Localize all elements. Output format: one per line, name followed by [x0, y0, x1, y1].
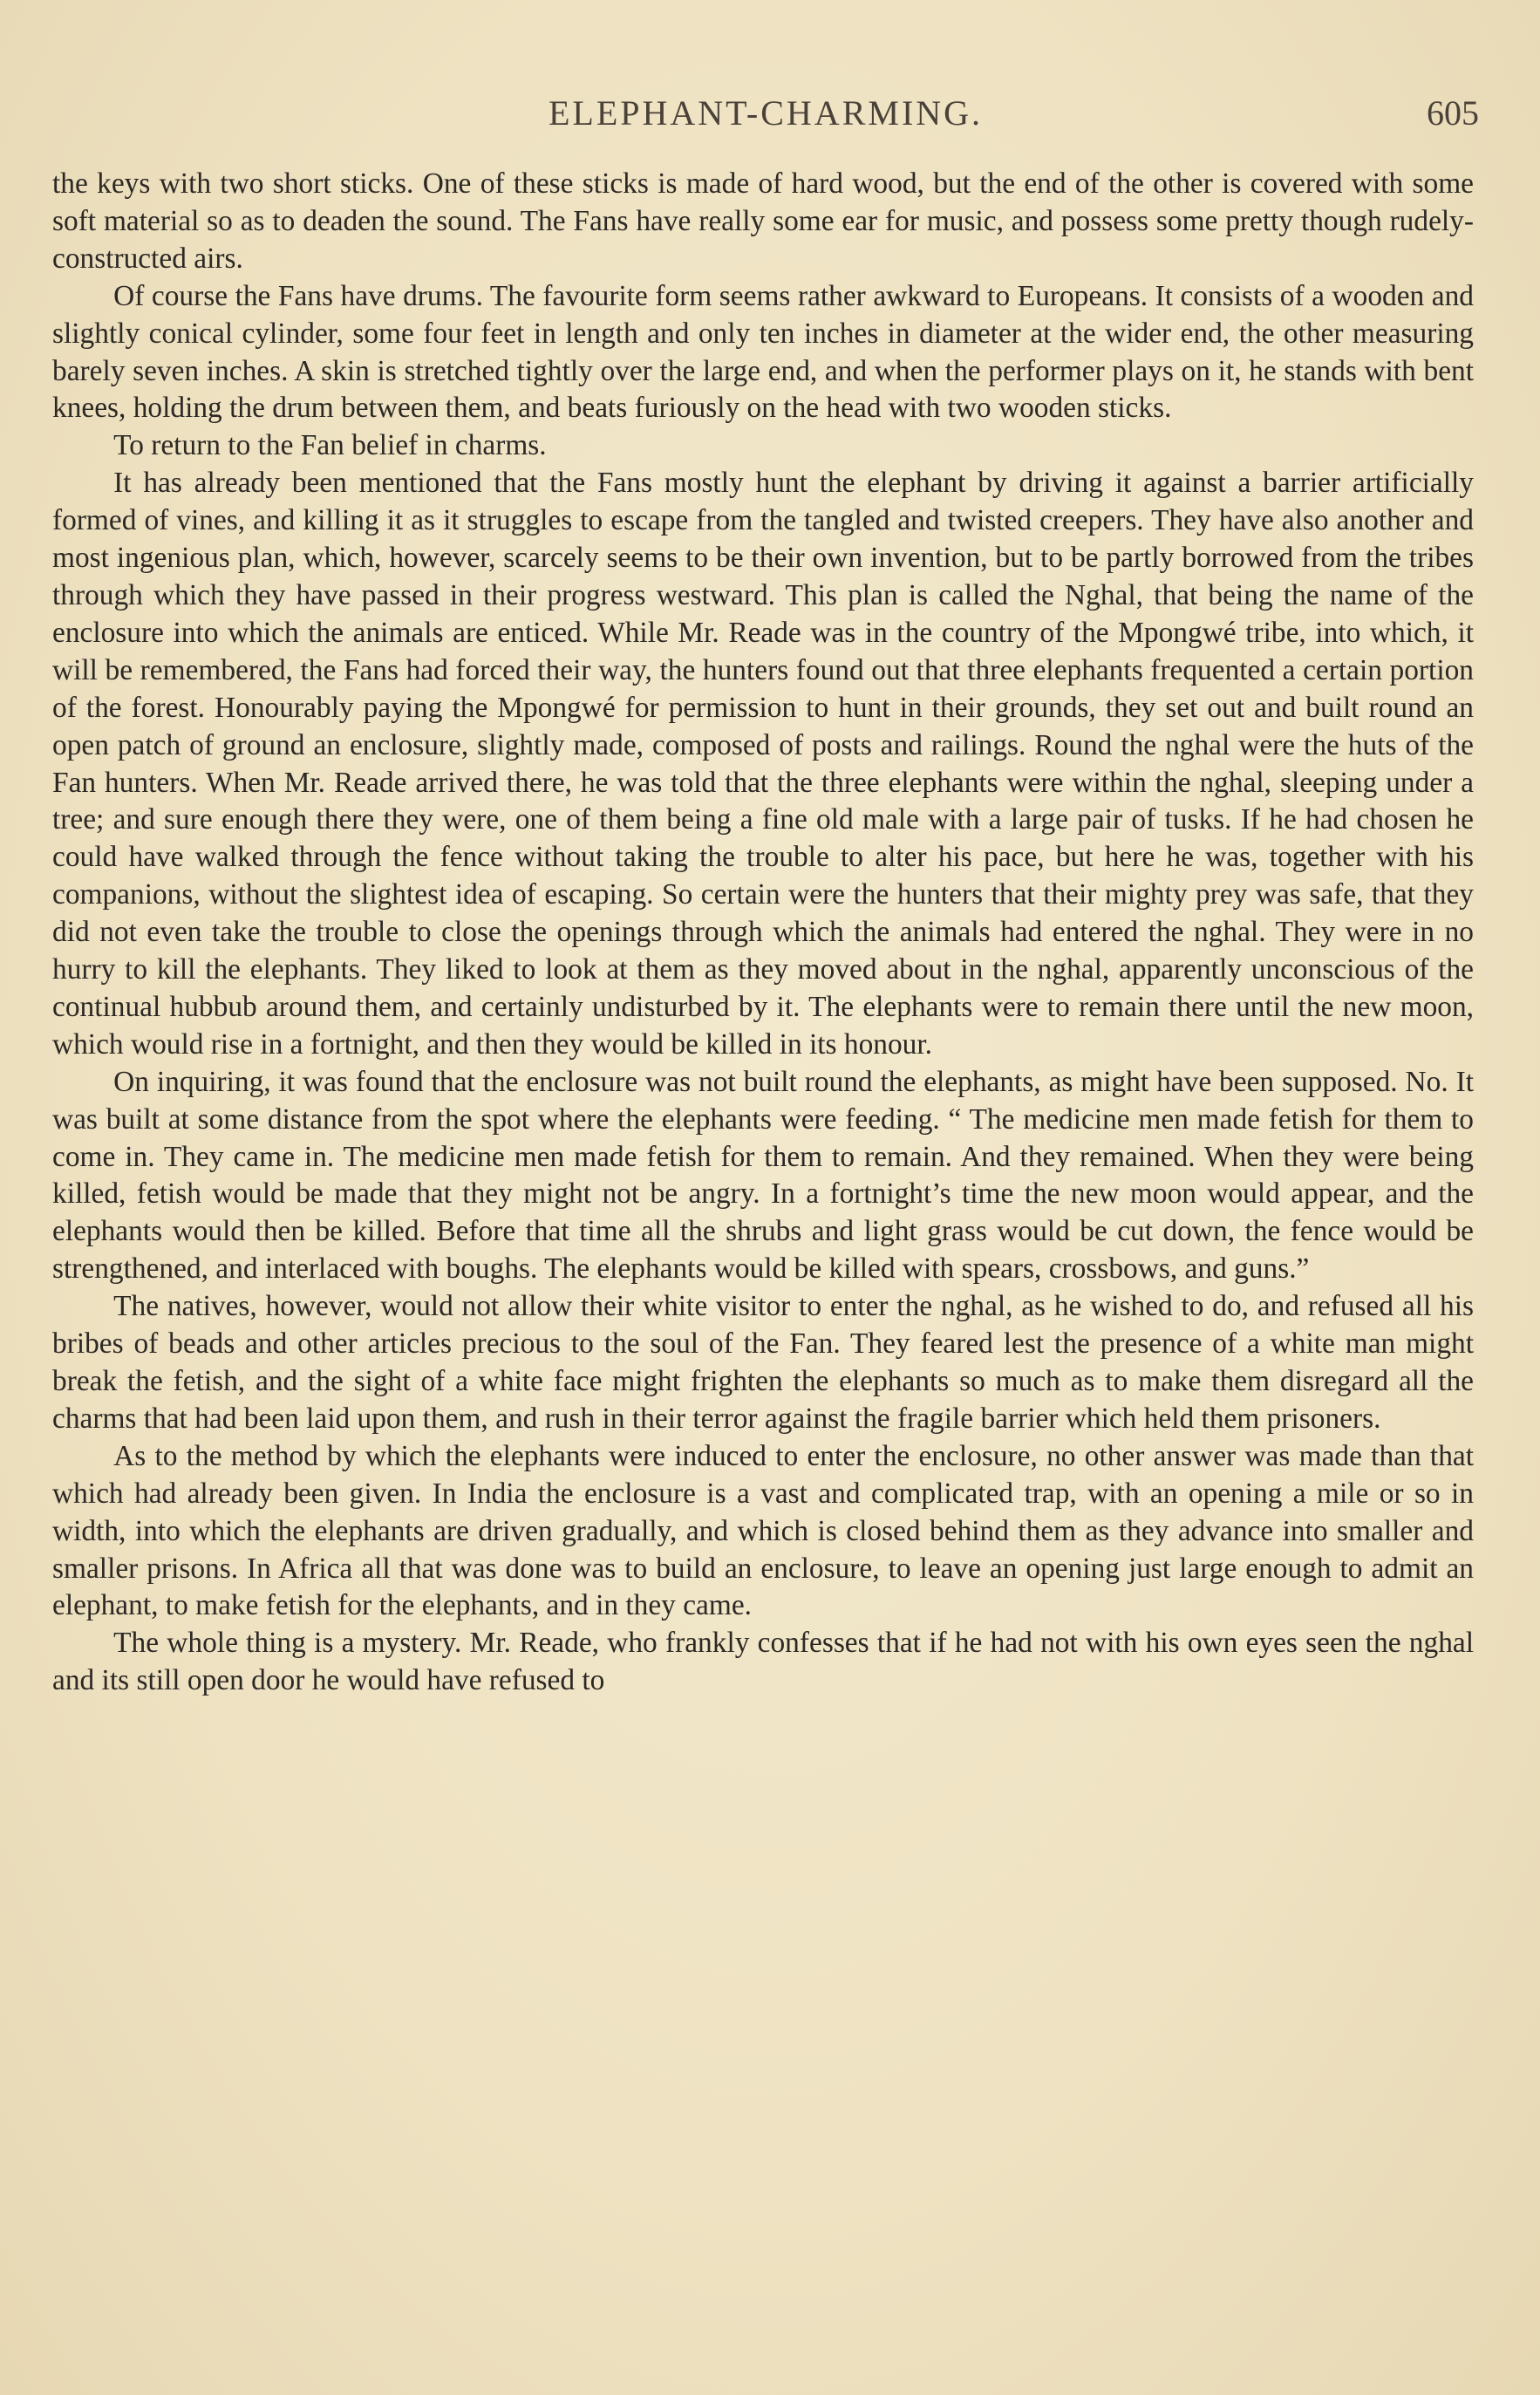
paragraph: It has already been mentioned that the Fans mostly hunt the elephant by driving it against a barrier artificially formed of vines, and killing it as it struggles to escape from the tangled and twisted creepers. They have also another and most ingenious plan, which, however, scarcely seems to be their own invention, but to be partly borrowed from the tribes through which they have passed in their progress westward. This plan is called the Nghal, that being the name of the enclosure into which the animals are enticed. While Mr. Reade was in the country of the Mpongwé tribe, into which, it will be remembered, the Fans had forced their way, the hunters found out that three elephants frequented a certain portion of the forest. Honourably paying the Mpongwé for permission to hunt in their grounds, they set out and built round an open patch of ground an enclosure, slightly made, composed of posts and railings. Round the nghal were the huts of the Fan hunters. When Mr. Reade arrived there, he was told that the three elephants were within the nghal, sleeping under a tree; and sure enough there they were, one of them being a fine old male with a large pair of tusks. If he had chosen he could have walked through the fence without taking the trouble to alter his pace, but here he was, together with his companions, without the slightest idea of escaping. So certain were the hunters that their mighty prey was safe, that they did not even take the trouble to close the openings through which the animals had entered the nghal. They were in no hurry to kill the elephants. They liked to look at them as they moved about in the nghal, apparently unconscious of the continual hubbub around them, and certainly undisturbed by it. The elephants were to remain there until the new moon, which would rise in a fortnight, and then they would be killed in its honour.: [52, 467, 1474, 1061]
page-header: [52, 84, 1479, 136]
paragraph: On inquiring, it was found that the enclosure was not built round the elephants, as might have been supposed. No. It was built at some distance from the spot where the elephants were feeding. “ The medicine men made fetish for them to come in. They came in. The medicine men made fetish for them to remain. And they remained. When they were being killed, fetish would be made that they might not be angry. In a fortnight’s time the new moon would appear, and the elephants would then be killed. Before that time all the shrubs and light grass would be cut down, the fence would be strengthened, and interlaced with boughs. The elephants would be killed with spears, crossbows, and guns.”: [52, 1065, 1474, 1286]
paragraph: As to the method by which the elephants were induced to enter the enclosure, no other answer was made than that which had already been given. In India the enclosure is a vast and complicated trap, with an opening a mile or so in width, into which the elephants are driven gradually, and which is closed behind them as they advance into smaller and smaller prisons. In Africa all that was done was to build an enclosure, to leave an opening just large enough to admit an elephant, to make fetish for the elephants, and in they came.: [52, 1439, 1474, 1622]
paragraph: Of course the Fans have drums. The favourite form seems rather awkward to Europeans. It consists of a wooden and slightly conical cylinder, some four feet in length and only ten inches in diameter at the wider end, the other measuring barely seven inches. A skin is stretched tightly over the large end, and when the performer plays on it, he stands with bent knees, holding the drum between them, and beats furiously on the head with two wooden sticks.: [52, 279, 1474, 425]
page-number: 605: [1427, 93, 1479, 133]
paragraph: The natives, however, would not allow their white visitor to enter the nghal, as he wished to do, and refused all his bribes of beads and other articles precious to the soul of the Fan. They feared lest the presence of a white man might break the fetish, and the sight of a white face might frighten the elephants so much as to make them disregard all the charms that had been laid upon them, and rush in their terror against the fragile barrier which held them prisoners.: [52, 1290, 1474, 1435]
paragraph: To return to the Fan belief in charms.: [113, 429, 547, 462]
paragraph: The whole thing is a mystery. Mr. Reade, who frankly confesses that if he had not with his own eyes seen the nghal and its still open door he would have refused to: [52, 1627, 1474, 1697]
body-text: [52, 166, 1474, 1700]
running-title: ELEPHANT-CHARMING.: [548, 93, 984, 133]
paragraph: the keys with two short sticks. One of these sticks is made of hard wood, but the end of the other is covered with some soft material so as to deaden the sound. The Fans have really some ear for music, and possess some pretty though rudely-constructed airs.: [52, 167, 1474, 275]
